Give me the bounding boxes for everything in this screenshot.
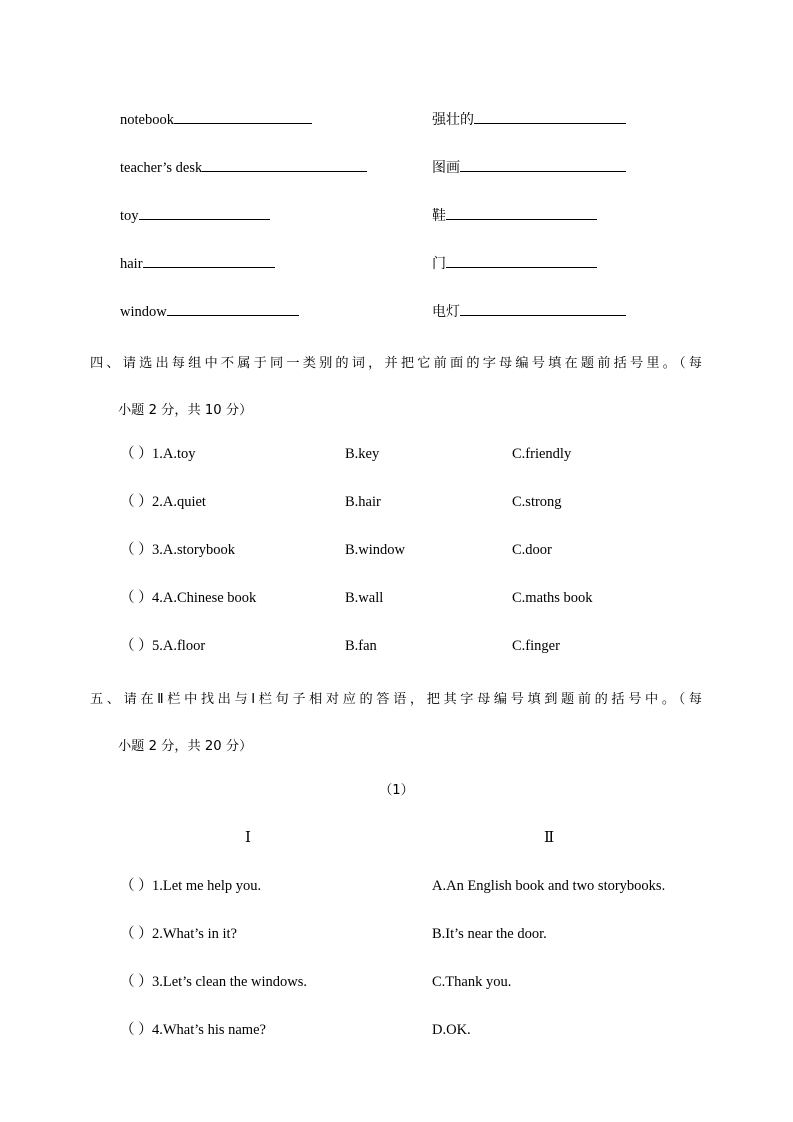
choice-option-a[interactable]: 3.A.storybook — [152, 542, 235, 558]
matching-answer-option[interactable]: A.An English book and two storybooks. — [432, 878, 666, 894]
vocab-row — [0, 156, 793, 204]
answer-paren-blank[interactable]: （ ） — [120, 590, 153, 606]
matching-answer-option[interactable]: D.OK. — [432, 1022, 471, 1038]
vocab-row — [0, 108, 793, 156]
choice-option-a[interactable]: 5.A.floor — [152, 638, 206, 654]
choice-row — [0, 540, 793, 588]
section-four-items — [0, 444, 793, 684]
choice-option-c[interactable]: C.finger — [512, 638, 560, 654]
choice-row — [0, 588, 793, 636]
choice-option-c[interactable]: C.door — [512, 542, 552, 558]
choice-option-b[interactable]: B.hair — [345, 494, 381, 510]
vocab-entry-lamp-cn — [432, 300, 626, 322]
vocab-word: hair — [120, 256, 143, 272]
matching-answer-option[interactable]: B.It’s near the door. — [432, 926, 547, 942]
vocab-word: 图画 — [432, 160, 460, 176]
vocab-word: 鞋 — [432, 208, 446, 224]
choice-row — [0, 492, 793, 540]
vocab-word: window — [120, 304, 167, 320]
vocab-answer-blank[interactable] — [474, 108, 626, 124]
choice-option-c[interactable]: C.friendly — [512, 446, 572, 462]
answer-paren-blank[interactable]: （ ） — [120, 878, 153, 894]
choice-option-a[interactable]: 1.A.toy — [152, 446, 196, 462]
matching-question[interactable]: 2.What’s in it? — [152, 926, 237, 942]
section-five — [0, 676, 793, 1096]
matching-row — [0, 876, 793, 924]
vocab-answer-blank[interactable] — [143, 252, 275, 268]
matching-question[interactable]: 3.Let’s clean the windows. — [152, 974, 308, 990]
answer-paren-blank[interactable]: （ ） — [120, 638, 153, 654]
vocab-answer-blank[interactable] — [139, 204, 270, 220]
vocab-word: toy — [120, 208, 139, 224]
vocab-word: teacher’s desk — [120, 160, 203, 176]
answer-paren-blank[interactable]: （ ） — [120, 926, 153, 942]
vocab-word: 门 — [432, 256, 446, 272]
section-five-heading-line2: 小题 2 分，共 20 分） — [118, 739, 253, 754]
choice-option-b[interactable]: B.window — [345, 542, 406, 558]
vocab-entry-window — [120, 300, 299, 322]
vocab-entry-picture-cn — [432, 156, 626, 178]
vocab-row — [0, 204, 793, 252]
vocab-answer-blank[interactable] — [174, 108, 312, 124]
choice-option-b[interactable]: B.wall — [345, 590, 384, 606]
matching-question[interactable]: 4.What’s his name? — [152, 1022, 266, 1038]
vocab-entry-notebook — [120, 108, 312, 130]
vocab-entry-toy — [120, 204, 270, 226]
vocab-word: 电灯 — [432, 304, 460, 320]
vocab-answer-blank[interactable] — [446, 204, 597, 220]
vocab-answer-blank[interactable] — [460, 156, 626, 172]
answer-paren-blank[interactable]: （ ） — [120, 542, 153, 558]
vocab-entry-door-cn — [432, 252, 597, 274]
choice-row — [0, 444, 793, 492]
vocabulary-translation-block — [0, 108, 793, 348]
answer-paren-blank[interactable]: （ ） — [120, 446, 153, 462]
choice-option-a[interactable]: 2.A.quiet — [152, 494, 206, 510]
section-five-items — [0, 876, 793, 1068]
vocab-answer-blank[interactable] — [446, 252, 597, 268]
vocab-entry-hair — [120, 252, 275, 274]
column-header-two: Ⅱ — [544, 830, 555, 846]
section-four-heading-line1: 四、请选出每组中不属于同一类别的词，并把它前面的字母编号填在题前括号里。（每 — [90, 356, 702, 371]
choice-option-b[interactable]: B.fan — [345, 638, 377, 654]
choice-option-c[interactable]: C.maths book — [512, 590, 593, 606]
vocab-entry-shoe-cn — [432, 204, 597, 226]
matching-question[interactable]: 1.Let me help you. — [152, 878, 262, 894]
section-four — [0, 340, 793, 654]
answer-paren-blank[interactable]: （ ） — [120, 494, 153, 510]
choice-option-c[interactable]: C.strong — [512, 494, 562, 510]
section-five-heading-line1: 五、请在Ⅱ栏中找出与Ⅰ栏句子相对应的答语，把其字母编号填到题前的括号中。（每 — [90, 692, 702, 707]
vocab-answer-blank[interactable] — [202, 156, 367, 172]
vocab-answer-blank[interactable] — [460, 300, 626, 316]
matching-answer-option[interactable]: C.Thank you. — [432, 974, 512, 990]
vocab-row — [0, 252, 793, 300]
group-label: （1） — [379, 783, 414, 798]
column-header-one: Ⅰ — [245, 830, 251, 846]
vocab-answer-blank[interactable] — [167, 300, 299, 316]
choice-option-b[interactable]: B.key — [345, 446, 380, 462]
matching-row — [0, 972, 793, 1020]
section-four-heading-line2: 小题 2 分，共 10 分） — [118, 403, 253, 418]
vocab-word: notebook — [120, 112, 174, 128]
vocab-entry-teachers-desk — [120, 156, 367, 178]
matching-row — [0, 1020, 793, 1068]
answer-paren-blank[interactable]: （ ） — [120, 974, 153, 990]
vocab-entry-strong-cn — [432, 108, 626, 130]
choice-option-a[interactable]: 4.A.Chinese book — [152, 590, 257, 606]
answer-paren-blank[interactable]: （ ） — [120, 1022, 153, 1038]
matching-row — [0, 924, 793, 972]
vocab-word: 强壮的 — [432, 112, 474, 128]
